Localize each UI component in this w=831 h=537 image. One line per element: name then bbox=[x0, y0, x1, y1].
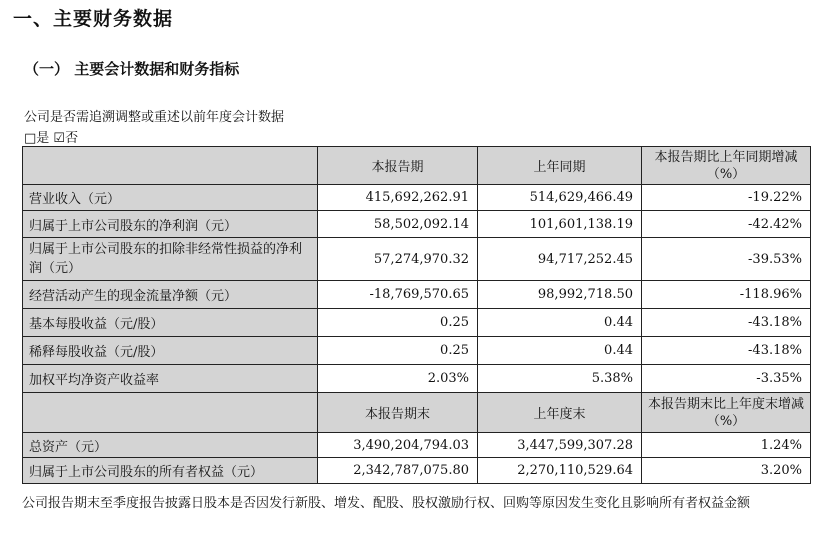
row-label: 归属于上市公司股东的所有者权益（元） bbox=[23, 458, 318, 484]
cell-change: 1.24% bbox=[642, 433, 811, 458]
cell-prior: 101,601,138.19 bbox=[478, 211, 642, 238]
header-current-period: 本报告期 bbox=[318, 147, 478, 185]
header-change bbox=[642, 147, 811, 185]
cell-current: 57,274,970.32 bbox=[318, 238, 478, 281]
table-row bbox=[23, 211, 811, 238]
row-label: 归属于上市公司股东的净利润（元） bbox=[23, 211, 318, 238]
cell-current: 0.25 bbox=[318, 337, 478, 365]
row-label: 营业收入（元） bbox=[23, 185, 318, 211]
row-label: 基本每股收益（元/股） bbox=[23, 309, 318, 337]
row-label: 归属于上市公司股东的扣除非经常性损益的净利润（元） bbox=[23, 238, 318, 281]
header-period-end-change bbox=[642, 393, 811, 433]
section-title: 一、主要财务数据 bbox=[13, 8, 174, 30]
cell-prior: 0.44 bbox=[478, 309, 642, 337]
cell-current: 58,502,092.14 bbox=[318, 211, 478, 238]
restatement-question: 公司是否需追溯调整或重述以前年度会计数据 bbox=[24, 110, 285, 125]
header-prior-period: 上年同期 bbox=[478, 147, 642, 185]
financial-data-table bbox=[22, 146, 811, 484]
header-change-text: 本报告期比上年同期增减（%） bbox=[654, 149, 798, 182]
cell-prior: 5.38% bbox=[478, 365, 642, 393]
cell-prior: 2,270,110,529.64 bbox=[478, 458, 642, 484]
table-row bbox=[23, 433, 811, 458]
table-header-row bbox=[23, 147, 811, 185]
cell-change: 3.20% bbox=[642, 458, 811, 484]
table-row bbox=[23, 238, 811, 281]
cell-current: -18,769,570.65 bbox=[318, 281, 478, 309]
cell-change: -39.53% bbox=[642, 238, 811, 281]
restatement-answer: □是 ☑否 bbox=[24, 131, 79, 146]
subheader-blank-cell bbox=[23, 393, 318, 433]
share-capital-question: 公司报告期末至季度报告披露日股本是否因发行新股、增发、配股、股权激励行权、回购等原因发生变化且影响所有者权益金额 bbox=[22, 496, 751, 511]
table-row bbox=[23, 365, 811, 393]
cell-change: -43.18% bbox=[642, 337, 811, 365]
cell-prior: 0.44 bbox=[478, 337, 642, 365]
section-subtitle: （一） 主要会计数据和财务指标 bbox=[24, 60, 240, 78]
cell-change: -43.18% bbox=[642, 309, 811, 337]
cell-prior: 94,717,252.45 bbox=[478, 238, 642, 281]
row-label: 总资产（元） bbox=[23, 433, 318, 458]
table-row bbox=[23, 185, 811, 211]
cell-current: 2,342,787,075.80 bbox=[318, 458, 478, 484]
cell-current: 3,490,204,794.03 bbox=[318, 433, 478, 458]
cell-change: -118.96% bbox=[642, 281, 811, 309]
cell-prior: 514,629,466.49 bbox=[478, 185, 642, 211]
row-label: 稀释每股收益（元/股） bbox=[23, 337, 318, 365]
cell-change: -3.35% bbox=[642, 365, 811, 393]
table-row bbox=[23, 337, 811, 365]
table-row bbox=[23, 281, 811, 309]
cell-change: -19.22% bbox=[642, 185, 811, 211]
cell-current: 2.03% bbox=[318, 365, 478, 393]
table-row bbox=[23, 458, 811, 484]
cell-current: 415,692,262.91 bbox=[318, 185, 478, 211]
header-prior-year-end: 上年度末 bbox=[478, 393, 642, 433]
header-period-end-change-text: 本报告期末比上年度末增减（%） bbox=[648, 396, 805, 429]
cell-current: 0.25 bbox=[318, 309, 478, 337]
header-period-end: 本报告期末 bbox=[318, 393, 478, 433]
cell-change: -42.42% bbox=[642, 211, 811, 238]
row-label: 加权平均净资产收益率 bbox=[23, 365, 318, 393]
cell-prior: 98,992,718.50 bbox=[478, 281, 642, 309]
header-blank-cell bbox=[23, 147, 318, 185]
table-subheader-row bbox=[23, 393, 811, 433]
row-label: 经营活动产生的现金流量净额（元） bbox=[23, 281, 318, 309]
cell-prior: 3,447,599,307.28 bbox=[478, 433, 642, 458]
table-row bbox=[23, 309, 811, 337]
